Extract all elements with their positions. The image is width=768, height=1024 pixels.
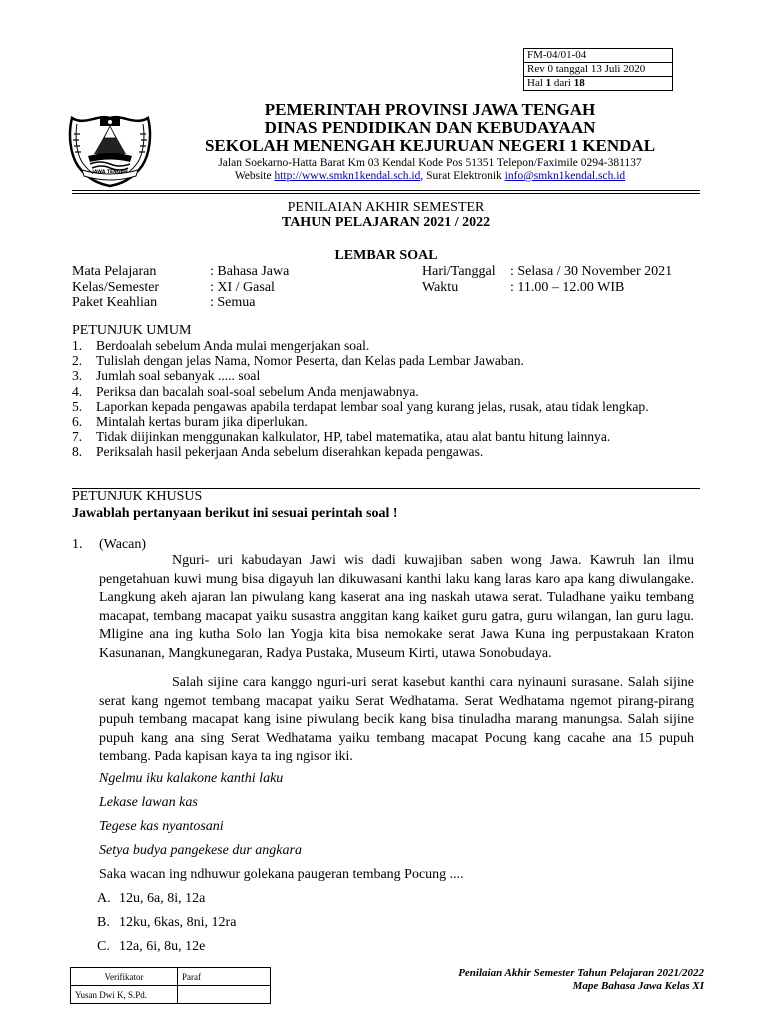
option-a-text: 12u, 6a, 8i, 12a — [119, 891, 206, 906]
sheet-title: LEMBAR SOAL — [334, 248, 438, 263]
exam-year: TAHUN PELAJARAN 2021 / 2022 — [281, 215, 491, 230]
page-total: 18 — [573, 77, 585, 89]
exam-title: PENILAIAN AKHIR SEMESTER — [287, 200, 485, 215]
petunjuk-umum-item-number: 3. — [72, 368, 83, 384]
verse-line-3: Tegese kas nyantosani — [99, 819, 224, 834]
schedule-info — [422, 264, 672, 295]
petunjuk-umum-item-text: Jumlah soal sebanyak ..... soal — [96, 368, 261, 384]
hari-label: Hari/Tanggal — [422, 264, 496, 279]
hari-value: : Selasa / 30 November 2021 — [510, 264, 673, 279]
form-revision: Rev 0 tanggal 13 Juli 2020 — [524, 63, 672, 77]
petunjuk-umum-item-text: Laporkan kepada pengawas apabila terdapat lembar soal yang kurang jelas, rusak, atau tidak lengkap. — [96, 398, 649, 414]
verse-line-2: Lekase lawan kas — [99, 795, 198, 810]
jawa-tengah-emblem-icon — [60, 104, 160, 188]
petunjuk-umum-item-number: 2. — [72, 353, 83, 369]
verifikator-name: Yusan Dwi K, S.Pd. — [71, 986, 178, 1004]
option-a-letter: A. — [97, 891, 111, 906]
petunjuk-umum-item-number: 5. — [72, 398, 83, 414]
option-b-text: 12ku, 6kas, 8ni, 12ra — [119, 915, 237, 930]
option-b-letter: B. — [97, 915, 110, 930]
question-label: (Wacan) — [99, 537, 147, 552]
petunjuk-umum-item-number: 4. — [72, 383, 83, 399]
form-page — [524, 77, 672, 90]
petunjuk-umum-item-text: Periksalah hasil pekerjaan Anda sebelum diserahkan kepada pengawas. — [96, 444, 484, 460]
petunjuk-umum-heading: PETUNJUK UMUM — [72, 323, 192, 338]
paket-value: : Semua — [210, 295, 256, 310]
footer-line-2: Mape Bahasa Jawa Kelas XI — [572, 980, 704, 992]
petunjuk-umum-item — [72, 414, 696, 429]
petunjuk-umum-item-text: Berdoalah sebelum Anda mulai mengerjakan soal. — [96, 338, 370, 353]
petunjuk-umum-item — [72, 399, 696, 414]
paraf-label: Paraf — [178, 968, 271, 986]
page-of: dari — [551, 77, 574, 89]
header-rule-top — [72, 190, 700, 191]
petunjuk-umum-item-number: 7. — [72, 429, 83, 445]
email-label: , Surat Elektronik — [420, 170, 505, 182]
petunjuk-umum-item-text: Tulislah dengan jelas Nama, Nomor Peserta, dan Kelas pada Lembar Jawaban. — [96, 353, 524, 369]
petunjuk-umum-item — [72, 429, 696, 444]
petunjuk-umum-item — [72, 384, 696, 399]
header-school: SEKOLAH MENENGAH KEJURUAN NEGERI 1 KENDAL — [204, 136, 656, 155]
verifier-table — [70, 967, 271, 1004]
logo-banner-text: JAWA TENGAH — [92, 170, 128, 175]
option-c-letter: C. — [97, 939, 110, 954]
petunjuk-umum-item-text: Periksa dan bacalah soal-soal sebelum Anda menjawabnya. — [96, 383, 419, 399]
petunjuk-umum-item-number: 6. — [72, 414, 83, 430]
petunjuk-umum-item — [72, 368, 696, 383]
reading-paragraph-1: Nguri- uri kabudayan Jawi wis dadi kuwajiban saben wong Jawa. Kawruh lan ilmu pengetahuan kuwi mung bisa digayuh lan dikuwasani kanthi laku kang laras karo apa kang diwulangake. Langkung akeh ajaran lan piwulang kang kaserat ana ing naskah utawa serat. Tuladhane yaiku tembang macapat, tembang macapat yaiku susastra anggitan kang kaiket guru gatra, guru wilangan, lan guru lagu. Mligine ana ing kutha Solo lan Yogja kita bisa nemokake serat Jawa Kuna ing perpustakaan Kraton Kasunanan, Mangkunegaran, Radya Pustaka, Museum Kirti, utawa Sonobudaya. — [99, 553, 694, 661]
petunjuk-umum-item — [72, 444, 696, 459]
question-number: 1. — [72, 537, 83, 552]
mapel-label: Mata Pelajaran — [72, 264, 157, 279]
footer-caption — [380, 967, 704, 993]
website-link[interactable]: http://www.smkn1kendal.sch.id — [274, 170, 421, 182]
petunjuk-umum-list — [72, 338, 696, 460]
provincial-logo — [60, 104, 160, 188]
kelas-value: : XI / Gasal — [210, 279, 275, 295]
header-rule-bottom — [72, 193, 700, 194]
petunjuk-khusus-instruction: Jawablah pertanyaan berikut ini sesuai perintah soal ! — [72, 506, 398, 521]
waktu-label: Waktu — [422, 279, 459, 295]
website-label: Website — [234, 170, 275, 182]
waktu-value: : 11.00 – 12.00 WIB — [510, 279, 625, 295]
footer-line-1: Penilaian Akhir Semester Tahun Pelajaran 2021/2022 — [458, 967, 704, 979]
petunjuk-umum-item — [72, 338, 696, 353]
verifikator-label: Verifikator — [71, 968, 178, 986]
paraf-signature-cell — [178, 986, 271, 1004]
mapel-value: : Bahasa Jawa — [210, 264, 290, 279]
kelas-label: Kelas/Semester — [72, 279, 160, 295]
email-link[interactable]: info@smkn1kendal.sch.id — [504, 170, 626, 182]
reading-paragraph-2: Salah sijine cara kanggo nguri-uri serat kasebut kanthi cara nyinauni surasane. Salah sijine serat kang ngemot tembang macapat yaiku Serat Wedhatama. Serat Wedhatama ngemot pirang-pirang pupuh tembang macapat kang isine piwulang becik kang bisa tinuladha marang manungsa. Salah sijine pupuh kang ana sing Serat Wedhatama yaiku tembang macapat Pocung kang cacahe ana 15 pupuh tembang. Pada kapisan kaya ta ing ngisor iki. — [99, 675, 694, 765]
page-prefix: Hal — [527, 77, 546, 89]
header-address: Jalan Soekarno-Hatta Barat Km 03 Kendal Kode Pos 51351 Telepon/Faximile 0294-381137 — [218, 157, 642, 169]
subject-info — [72, 264, 289, 311]
petunjuk-umum-item-number: 1. — [72, 338, 83, 353]
verse-line-4: Setya budya pangekese dur angkara — [99, 843, 302, 858]
header-province: PEMERINTAH PROVINSI JAWA TENGAH — [264, 100, 596, 119]
question-text: Saka wacan ing ndhuwur golekana paugeran tembang Pocung .... — [99, 867, 464, 882]
verse-line-1: Ngelmu iku kalakone kanthi laku — [99, 771, 284, 786]
petunjuk-umum-item — [72, 353, 696, 368]
petunjuk-umum-item-text: Mintalah kertas buram jika diperlukan. — [96, 414, 308, 430]
form-code: FM-04/01-04 — [524, 49, 672, 63]
petunjuk-umum-item-text: Tidak diijinkan menggunakan kalkulator, HP, tabel matematika, atau alat bantu hitung lainnya. — [96, 429, 611, 445]
option-c-text: 12a, 6i, 8u, 12e — [119, 939, 206, 954]
form-code-box — [523, 48, 673, 91]
paket-label: Paket Keahlian — [72, 295, 158, 310]
petunjuk-umum-item-number: 8. — [72, 444, 83, 460]
letterhead — [160, 101, 700, 183]
header-department: DINAS PENDIDIKAN DAN KEBUDAYAAN — [264, 118, 596, 137]
header-contact — [160, 170, 700, 183]
page-number: 1 — [545, 77, 552, 89]
petunjuk-khusus-heading: PETUNJUK KHUSUS — [72, 489, 203, 504]
